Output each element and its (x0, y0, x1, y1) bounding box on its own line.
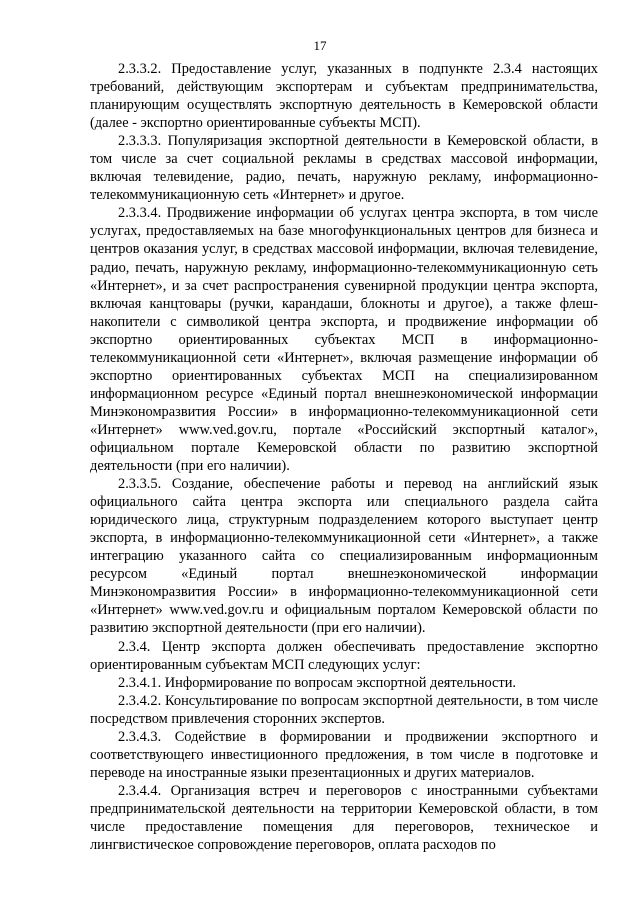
paragraph-2-3-3-5: 2.3.3.5. Создание, обеспечение работы и перевод на английский язык официального сайта центра экспорта или специального раздела сайта юридического лица, структурным подразделением которого выступает центр экспорта, в информационно-телекоммуникационной сети «Интернет», а также интеграцию указанного сайта со специализированным информационным ресурсом «Единый портал внешнеэкономической информации Минэкономразвития России» в информационно-телекоммуникационной сети «Интернет» www.ved.gov.ru и официальным порталом Кемеровской области по развитию экспортной деятельности (при его наличии). (90, 476, 598, 637)
paragraph-2-3-3-3: 2.3.3.3. Популяризация экспортной деятельности в Кемеровской области, в том числе за счет социальной рекламы в средствах массовой информации, включая телевидение, радио, печать, наружную рекламу, информационно-телекоммуникационную сеть «Интернет» и другое. (90, 133, 598, 204)
paragraph-2-3-4-4: 2.3.4.4. Организация встреч и переговоров с иностранными субъектами предпринимательской деятельности на территории Кемеровской области, в том числе предоставление помещения для переговоров, техническое и лингвистическое сопровождение переговоров, оплата расходов по (90, 782, 598, 854)
paragraph-2-3-3-2: 2.3.3.2. Предоставление услуг, указанных в подпункте 2.3.4 настоящих требований, действующим экспортерам и субъектам предпринимательства, планирующим осуществлять экспортную деятельность в Кемеровской области (далее - экспортно ориентированные субъекты МСП). (90, 61, 598, 132)
paragraph-2-3-4-3: 2.3.4.3. Содействие в формировании и продвижении экспортного и соответствующего инвестиционного предложения, в том числе в подготовке и переводе на иностранные языки презентационных и других материалов. (90, 728, 598, 781)
paragraph-2-3-4-1: 2.3.4.1. Информирование по вопросам экспортной деятельности. (118, 674, 516, 691)
document-body (90, 60, 598, 854)
paragraph-2-3-4-2: 2.3.4.2. Консультирование по вопросам экспортной деятельности, в том числе посредством привлечения сторонних экспертов. (90, 692, 598, 727)
page-number: 17 (313, 38, 327, 53)
paragraph-2-3-3-4: 2.3.3.4. Продвижение информации об услугах центра экспорта, в том числе услугах, предоставляемых на базе многофункциональных центров для бизнеса и центров оказания услуг, в средствах массовой информации, включая телевидение, радио, печать, наружную рекламу, информационно-телекоммуникационную сеть «Интернет», и за счет распространения сувенирной продукции центра экспорта, включая канцтовары (ручки, карандаши, блокноты и другое), а также флеш-накопители с символикой центра экспорта, и продвижение информации об экспортно ориентированных субъектах МСП в информационно-телекоммуникационной сети «Интернет», включая размещение информации об экспортно ориентированных субъектах МСП на специализированном информационном ресурсе «Единый портал внешнеэкономической информации Минэкономразвития России» в информационно-телекоммуникационной сети «Интернет» www.ved.gov.ru, портале «Российский экспортный каталог», официальном портале Кемеровской области по развитию экспортной деятельности (при его наличии). (90, 205, 598, 475)
paragraph-2-3-4: 2.3.4. Центр экспорта должен обеспечивать предоставление экспортно ориентированным субъектам МСП следующих услуг: (90, 638, 598, 673)
